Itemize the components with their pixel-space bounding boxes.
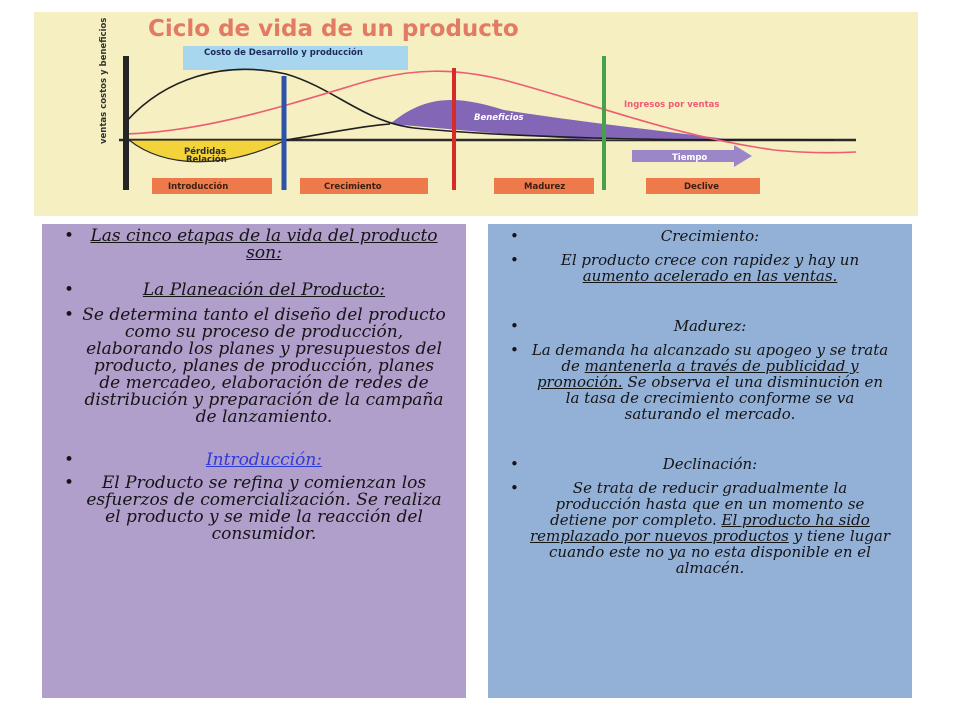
stage-label-growth: Crecimiento — [324, 182, 382, 192]
cost-box-label: Costo de Desarrollo y producción — [204, 48, 363, 58]
maturity-heading: Madurez: — [673, 317, 747, 335]
list-item — [56, 307, 452, 426]
list-item — [56, 282, 452, 299]
list-item — [502, 228, 898, 244]
introduction-text: El Producto se refina y comienzan los esfuerzos de comercialización. Se realiza el producto y se mide la reacción del consumidor. — [86, 473, 442, 544]
stage-label-introduction: Introducción — [168, 182, 229, 192]
introduction-link[interactable]: Introducción: — [205, 450, 323, 470]
list-item — [56, 475, 452, 543]
decline-text-rest: y tiene lugar cuando este no ya no esta disponible en el almacén. — [549, 527, 891, 577]
income-label: Ingresos por ventas — [624, 100, 720, 110]
decline-heading: Declinación: — [662, 455, 758, 473]
losses-sublabel: Relación — [186, 155, 227, 165]
stages-heading: Las cinco etapas de la vida del producto son: — [90, 226, 438, 263]
diagram-title: Ciclo de vida de un producto — [148, 16, 519, 42]
left-panel — [42, 224, 466, 698]
left-list — [56, 228, 452, 543]
stage-label-maturity: Madurez — [524, 182, 566, 192]
maturity-text: La demanda ha alcanzado su apogeo y se trata de — [531, 341, 889, 375]
losses-label: Pérdidas — [184, 147, 227, 157]
time-label: Tiempo — [672, 153, 708, 163]
benefits-label: Beneficios — [474, 113, 524, 123]
list-item — [502, 318, 898, 334]
list-item — [502, 342, 898, 422]
list-item — [502, 252, 898, 284]
right-panel — [488, 224, 912, 698]
profit-curve-lower — [286, 124, 390, 140]
list-item — [56, 228, 452, 262]
right-list — [502, 228, 898, 576]
maturity-text-underlined: mantenerla a través de publicidad y promoción. — [536, 357, 859, 391]
list-item — [502, 480, 898, 576]
decline-text: Se trata de reducir gradualmente la producción hasta que en un momento se detiene por completo. — [550, 479, 865, 529]
decline-text-underlined: El producto ha sido remplazado por nuevos productos — [529, 511, 870, 545]
list-item[interactable] — [56, 452, 452, 469]
growth-text-underlined: aumento acelerado en las ventas. — [582, 267, 838, 285]
planning-heading: La Planeación del Producto: — [142, 280, 386, 300]
product-life-cycle-diagram — [34, 12, 918, 216]
planning-text: Se determina tanto el diseño del producto como su proceso de producción, elaborando los planes y presupuestos del producto, planes de producción, planes de mercadeo, elaboración de redes de distribución y preparación de la campaña de lanzamiento. — [82, 305, 446, 427]
maturity-text-rest: Se observa el una disminución en la tasa de crecimiento conforme se va saturando el mercado. — [565, 373, 884, 423]
y-axis-label: ventas costos y beneficios — [99, 17, 109, 144]
stage-label-decline: Declive — [684, 182, 719, 192]
list-item — [502, 456, 898, 472]
life-cycle-chart — [34, 12, 918, 216]
growth-text: El producto crece con rapidez y hay un — [560, 251, 860, 269]
growth-heading: Crecimiento: — [660, 227, 760, 245]
